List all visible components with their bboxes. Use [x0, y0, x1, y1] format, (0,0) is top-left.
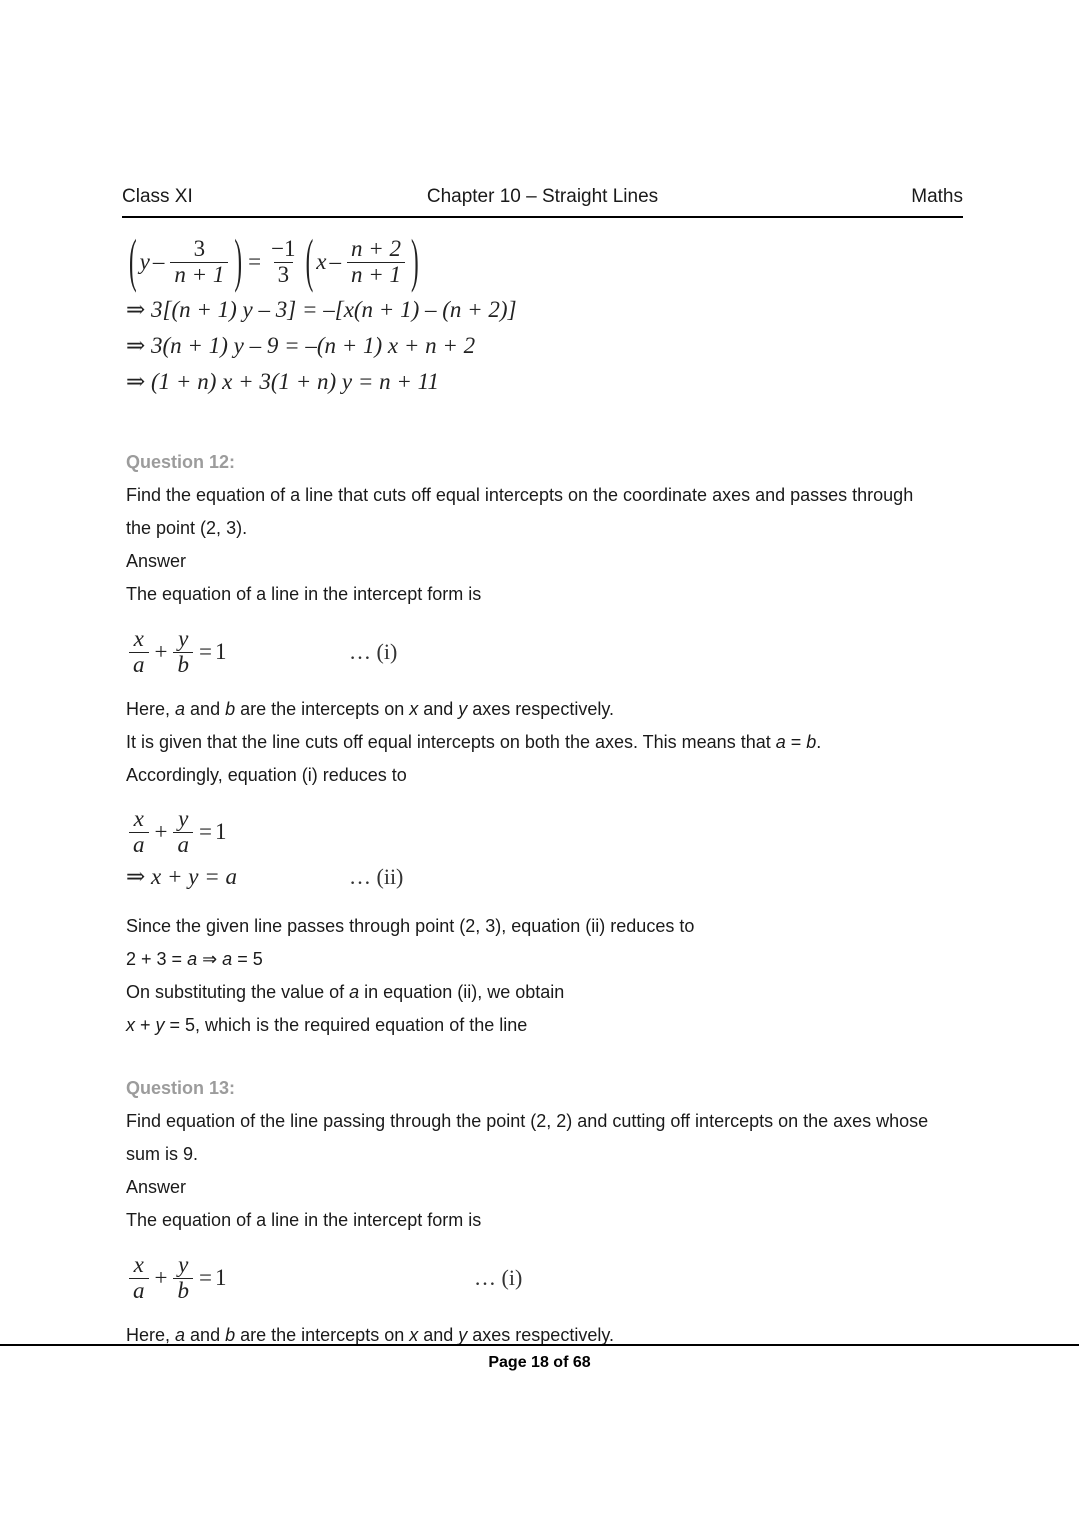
- q12-solve-part-1: 2 + 3 =: [126, 949, 188, 969]
- question-12-answer-label: Answer: [126, 551, 187, 571]
- eq4-body: ⇒ (1 + n) x + 3(1 + n) y = n + 11: [126, 369, 439, 394]
- q13-note-var-y: y: [458, 1325, 468, 1345]
- q12-eqi-num-2: y: [178, 626, 189, 652]
- q12-note-part-2: and: [185, 699, 226, 719]
- q12-eqi-equals: =: [198, 639, 212, 664]
- q13-eqi-den-2: b: [173, 1278, 193, 1303]
- q12-eqi-num-1: x: [133, 626, 144, 652]
- question-12-equation-ii: ⇒ x + y = a: [126, 864, 237, 889]
- footer-page-number: Page 18 of 68: [488, 1354, 591, 1371]
- question-13-heading: Question 13:: [126, 1078, 236, 1098]
- q12-eqi-plus: +: [154, 639, 168, 664]
- eq1-coef-numerator: −1: [271, 236, 296, 262]
- question-13-answer-label: Answer: [126, 1177, 187, 1197]
- spacer: [126, 1305, 966, 1319]
- question-12-solve-line: [126, 943, 966, 976]
- q12-solve-part-2: ⇒: [197, 949, 223, 969]
- q12-note-var-x: x: [409, 699, 419, 719]
- spacer: [126, 679, 966, 693]
- q12-eqi-den-2: b: [173, 652, 193, 677]
- equation-line-2: [126, 292, 966, 328]
- question-12-intro: The equation of a line in the intercept form is: [126, 584, 482, 604]
- q12-note-part-5: axes respectively.: [467, 699, 614, 719]
- q12-given-var-a: a: [775, 732, 786, 752]
- q13-note-part-3: are the intercepts on: [235, 1325, 410, 1345]
- question-13-equation-i-row: [126, 1251, 966, 1305]
- q12-eqi-rhs: 1: [214, 639, 227, 664]
- q12-eqii-fraction-2: [173, 807, 193, 856]
- eq2-body: ⇒ 3[(n + 1) y – 3] = –[x(n + 1) – (n + 2)]: [126, 297, 517, 322]
- q13-eqi-equals: =: [198, 1265, 212, 1290]
- eq1-lhs-numerator: 3: [193, 236, 206, 262]
- q12-eqi-den-1: a: [129, 652, 149, 677]
- eq1-lhs-denominator: n + 1: [170, 262, 228, 287]
- question-12-heading: Question 12:: [126, 452, 236, 472]
- q13-eqi-den-1: a: [129, 1278, 149, 1303]
- equation-line-3: [126, 328, 966, 364]
- eq1-lhs-var: y: [139, 249, 150, 274]
- q13-eqi-num-1: x: [133, 1252, 144, 1278]
- eq1-lhs-fraction: [170, 237, 228, 286]
- q12-result-var-y: y: [155, 1015, 165, 1035]
- question-12-equation-i-row: [126, 625, 966, 679]
- q12-eqii-equals: =: [198, 819, 212, 844]
- q12-eqii-num-2: y: [178, 806, 189, 832]
- spacer: [126, 400, 966, 446]
- q12-note-part-3: are the intercepts on: [235, 699, 410, 719]
- q12-solve-var-a2: a: [222, 949, 233, 969]
- q13-eqi-rhs: 1: [214, 1265, 227, 1290]
- q12-given-part-1: It is given that the line cuts off equal intercepts on both the axes. This means that: [126, 732, 776, 752]
- question-12-equation-i-label: … (i): [349, 639, 398, 664]
- q12-eqii-num-1: x: [133, 806, 144, 832]
- q13-note-var-x: x: [409, 1325, 419, 1345]
- page-content: [126, 228, 966, 1352]
- question-12-equation-i: [126, 627, 341, 676]
- eq1-rhs-var: x: [316, 249, 327, 274]
- q12-given-var-b: b: [806, 732, 817, 752]
- eq1-lhs-minus: –: [152, 249, 165, 274]
- equation-block-continuation: [126, 228, 966, 400]
- question-12-final-result: [126, 1009, 966, 1042]
- question-12-note-intercepts: [126, 693, 966, 726]
- question-12-equation-ii-row: [126, 858, 966, 896]
- question-12-substitute-statement: [126, 976, 966, 1009]
- question-12-section: [126, 446, 966, 1042]
- q12-eqi-fraction-1: [129, 627, 149, 676]
- eq1-coef-denominator: 3: [274, 262, 294, 287]
- q12-note-var-a: a: [175, 699, 186, 719]
- question-13-intro: The equation of a line in the intercept form is: [126, 1210, 482, 1230]
- q12-sub-var-a: a: [349, 982, 360, 1002]
- q12-note-part-1: Here,: [126, 699, 176, 719]
- header-chapter-title: Chapter 10 – Straight Lines: [426, 186, 659, 207]
- q12-eqii-den-1: a: [129, 832, 149, 857]
- q13-note-var-a: a: [175, 1325, 186, 1345]
- q13-note-part-5: axes respectively.: [467, 1325, 614, 1345]
- question-13-equation-i: [126, 1253, 466, 1302]
- q12-note-var-y: y: [458, 699, 468, 719]
- spacer: [126, 792, 966, 806]
- q12-note-part-4: and: [418, 699, 459, 719]
- question-12-prompt: Find the equation of a line that cuts off equal intercepts on the coordinate axes and passes through the point (2, 3).: [126, 485, 914, 538]
- equation-line-1: ( y – $\frac{3}{n + 1}$ ) = $\frac{-1}{3}$ ( x – $\frac{n + 2}{n + 1}$ ): [129, 228, 419, 294]
- q12-result-plus: +: [135, 1015, 156, 1035]
- question-13-prompt: Find equation of the line passing through the point (2, 2) and cutting off intercepts on the axes whose sum is 9.: [126, 1111, 929, 1164]
- question-12-given-statement: [126, 726, 966, 759]
- q13-eqi-plus: +: [154, 1265, 168, 1290]
- question-12-equation-ii-label: … (ii): [349, 864, 404, 889]
- q12-solve-var-a1: a: [187, 949, 198, 969]
- question-13-equation-i-label: … (i): [474, 1265, 523, 1290]
- header-class-label: Class XI: [122, 186, 193, 207]
- eq1-rhs-denominator: n + 1: [347, 262, 405, 287]
- page-header: [122, 186, 963, 218]
- q13-note-part-1: Here,: [126, 1325, 176, 1345]
- q12-sub-part-1: On substituting the value of: [126, 982, 350, 1002]
- q12-eqii-den-2: a: [173, 832, 193, 857]
- question-12-equation-equal-intercepts: [126, 806, 966, 858]
- q12-result-var-x: x: [126, 1015, 135, 1035]
- spacer: [126, 896, 966, 910]
- question-12-accordingly: Accordingly, equation (i) reduces to: [126, 765, 407, 785]
- eq1-equals: =: [248, 249, 262, 274]
- q12-given-period: .: [816, 732, 822, 752]
- q13-eqi-fraction-2: [173, 1253, 193, 1302]
- eq3-body: ⇒ 3(n + 1) y – 9 = –(n + 1) x + n + 2: [126, 333, 476, 358]
- q12-eqii-plus: +: [154, 819, 168, 844]
- q13-note-part-2: and: [185, 1325, 226, 1345]
- footer-divider: [0, 1344, 1079, 1346]
- spacer: [126, 1042, 966, 1072]
- eq1-rhs-numerator: n + 2: [350, 236, 401, 262]
- q12-eqii-fraction-1: [129, 807, 149, 856]
- spacer: [126, 611, 966, 625]
- q12-solve-part-3: = 5: [232, 949, 263, 969]
- eq1-rhs-minus: –: [329, 249, 341, 274]
- eq1-rhs-fraction: [347, 237, 405, 286]
- q12-eqii-rhs: 1: [214, 819, 227, 844]
- q13-note-part-4: and: [418, 1325, 459, 1345]
- eq1-coefficient-fraction: [267, 237, 299, 286]
- q12-result-rest: = 5, which is the required equation of the line: [164, 1015, 528, 1035]
- question-13-note-intercepts: [126, 1319, 966, 1352]
- q12-sub-part-2: in equation (ii), we obtain: [359, 982, 565, 1002]
- equation-line-4: [126, 364, 966, 400]
- q12-eqi-fraction-2: [173, 627, 193, 676]
- question-12-since-statement: Since the given line passes through point (2, 3), equation (ii) reduces to: [126, 916, 695, 936]
- q12-given-equals: =: [785, 732, 807, 752]
- q12-note-var-b: b: [225, 699, 236, 719]
- q13-note-var-b: b: [225, 1325, 236, 1345]
- question-13-section: [126, 1072, 966, 1352]
- header-subject-label: Maths: [911, 186, 963, 207]
- q13-eqi-num-2: y: [178, 1252, 189, 1278]
- q13-eqi-fraction-1: [129, 1253, 149, 1302]
- spacer: [126, 1237, 966, 1251]
